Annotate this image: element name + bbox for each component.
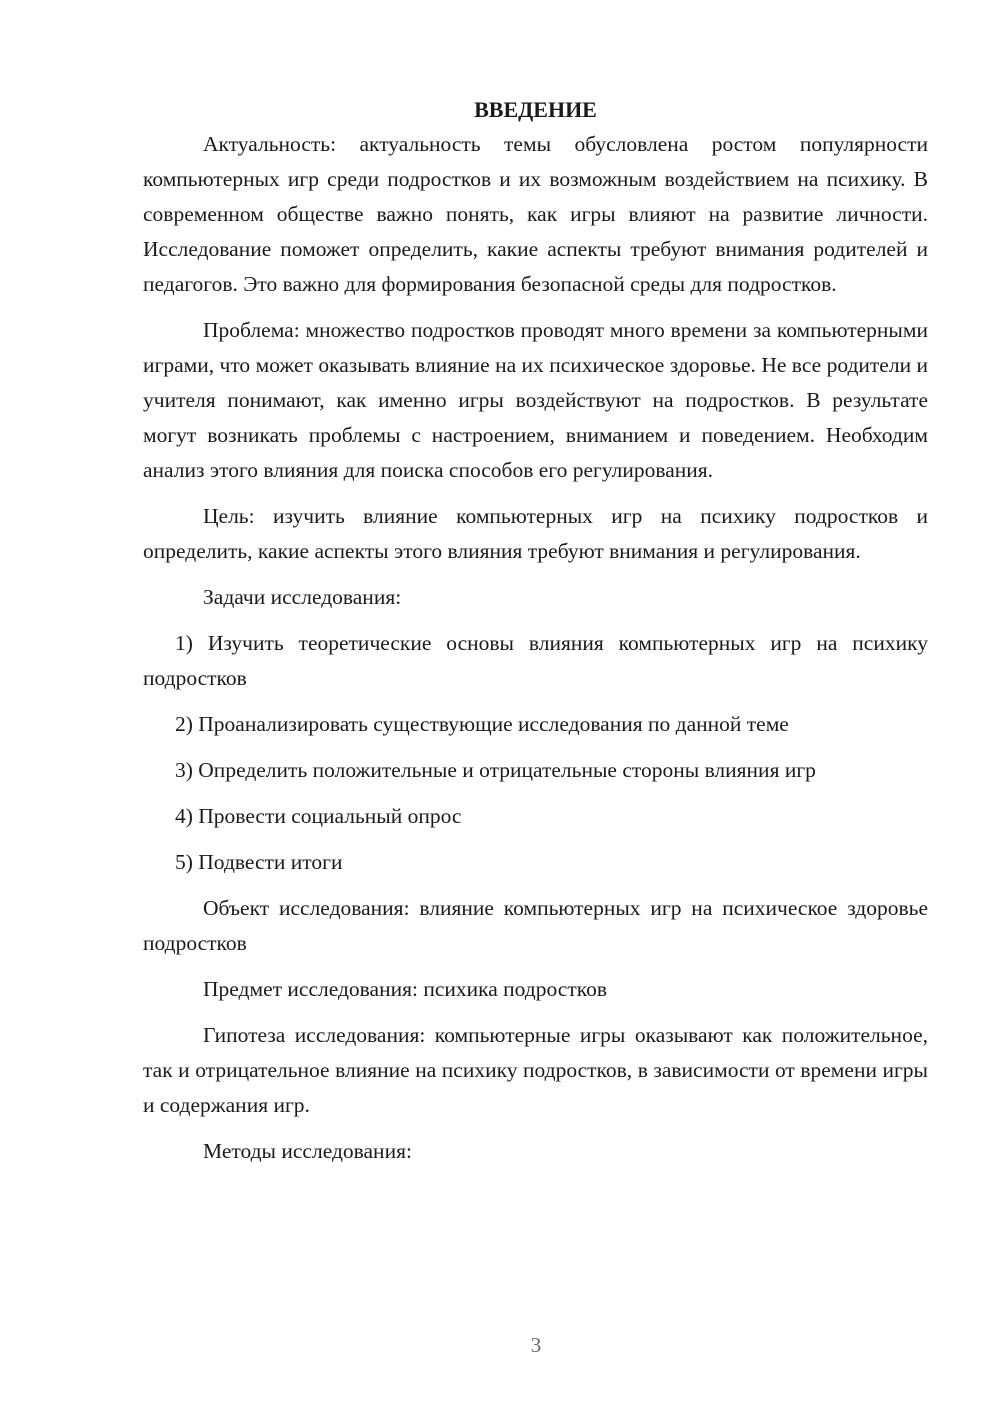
paragraph-relevance: Актуальность: актуальность темы обусловлена ростом популярности компьютерных игр среди подростков и их возможным воздействием на психику. В современном обществе важно понять, как игры влияют на развитие личности. Исследование поможет определить, какие аспекты требуют внимания родителей и педагогов. Это важно для формирования безопасной среды для подростков. <box>143 132 928 296</box>
paragraph-object: Объект исследования: влияние компьютерных игр на психическое здоровье подростков <box>143 896 928 955</box>
document-page <box>143 92 928 1180</box>
task-item-1: 1) Изучить теоретические основы влияния компьютерных игр на психику подростков <box>143 631 928 690</box>
methods-heading: Методы исследования: <box>203 1139 412 1163</box>
task-item-5: 5) Подвести итоги <box>175 850 343 874</box>
task-item-4: 4) Провести социальный опрос <box>175 804 462 828</box>
page-title: ВВЕДЕНИЕ <box>474 97 597 122</box>
task-item-3: 3) Определить положительные и отрицательные стороны влияния игр <box>175 758 816 782</box>
tasks-heading: Задачи исследования: <box>203 585 402 609</box>
paragraph-subject: Предмет исследования: психика подростков <box>203 977 607 1001</box>
paragraph-problem: Проблема: множество подростков проводят много времени за компьютерными играми, что может оказывать влияние на их психическое здоровье. Не все родители и учителя понимают, как именно игры воздействуют на подростков. В результате могут возникать проблемы с настроением, вниманием и поведением. Необходим анализ этого влияния для поиска способов его регулирования. <box>143 318 928 482</box>
paragraph-hypothesis: Гипотеза исследования: компьютерные игры оказывают как положительное, так и отрицательное влияние на психику подростков, в зависимости от времени игры и содержания игр. <box>143 1023 928 1117</box>
paragraph-goal: Цель: изучить влияние компьютерных игр на психику подростков и определить, какие аспекты этого влияния требуют внимания и регулирования. <box>143 504 928 563</box>
page-number: 3 <box>530 1333 542 1357</box>
task-item-2: 2) Проанализировать существующие исследования по данной теме <box>175 712 789 736</box>
